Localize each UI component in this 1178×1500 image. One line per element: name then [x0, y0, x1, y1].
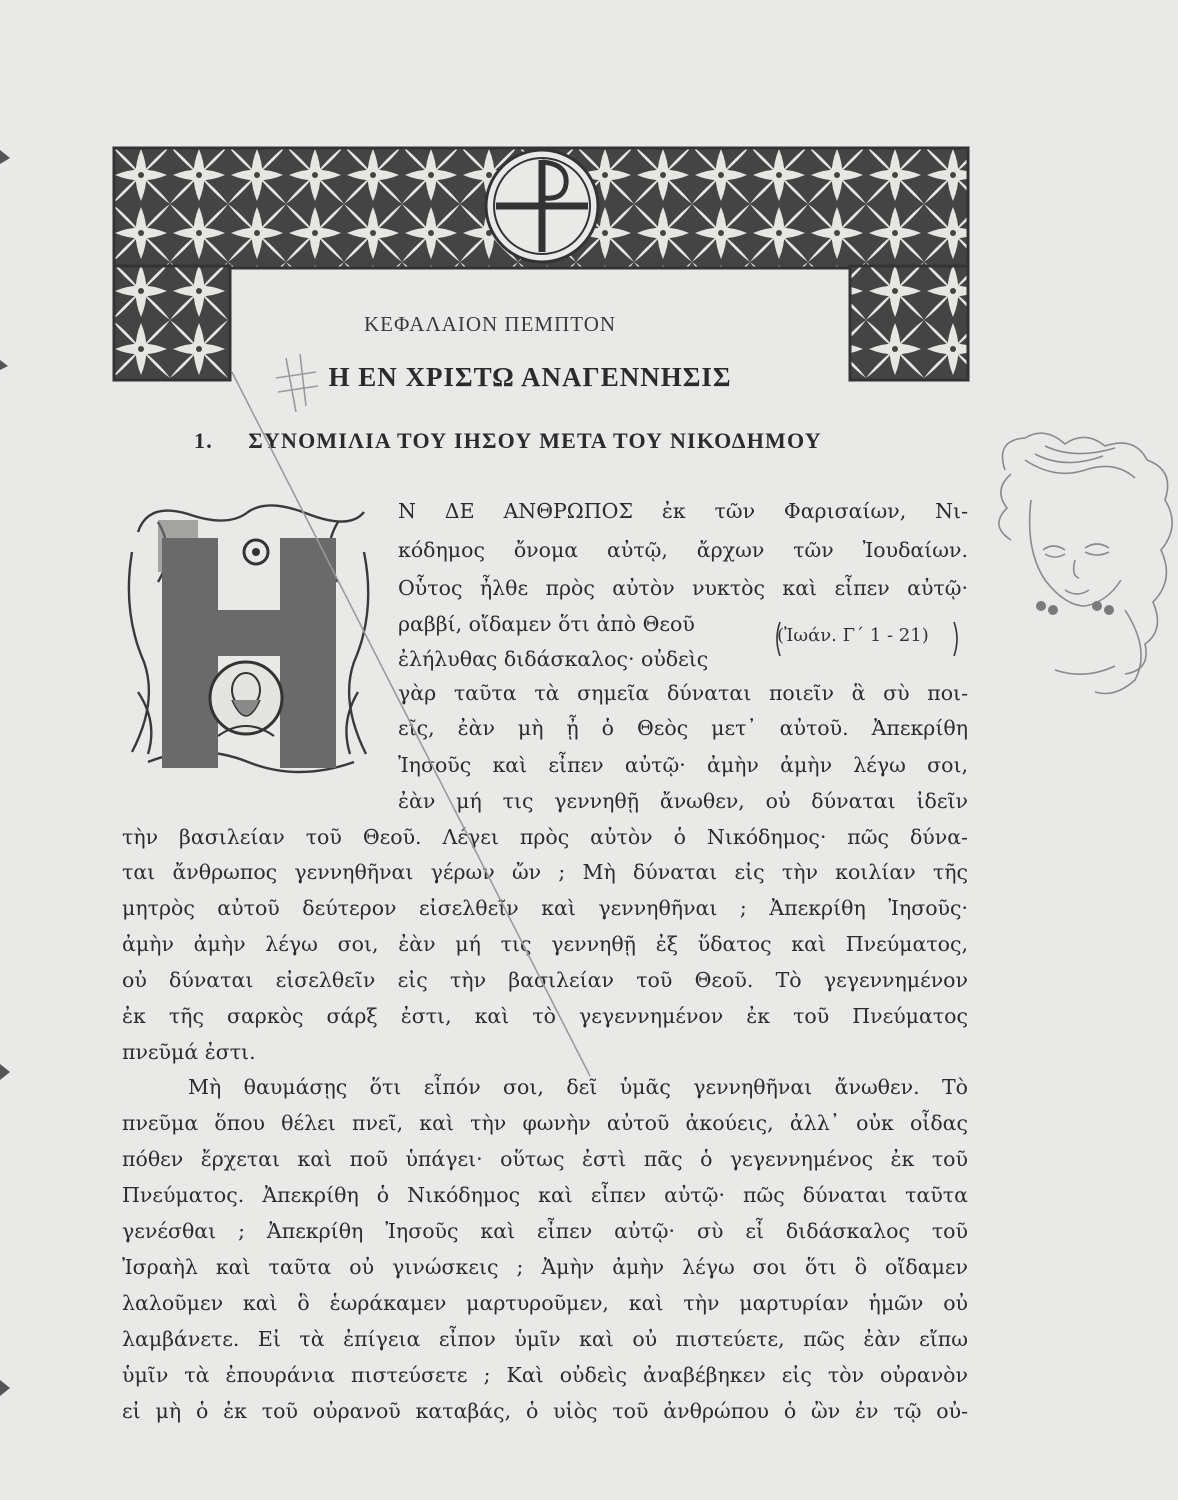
pencil-sketch-face — [985, 430, 1178, 710]
text-line: ἐὰν μή τις γεννηθῇ ἄνωθεν, οὐ δύναται ἰδεῖν — [398, 789, 968, 813]
text-line: Ἰησοῦς καὶ εἶπεν αὐτῷ· ἀμὴν ἀμὴν λέγω σοι, — [398, 753, 968, 777]
text-line: Πνεύματος. Ἀπεκρίθη ὁ Νικόδημος καὶ εἶπεν αὐτῷ· πῶς δύναται ταῦτα — [122, 1183, 968, 1207]
text-line: Ἰσραὴλ καὶ ταῦτα οὐ γινώσκεις ; Ἀμὴν ἀμὴν λέγω σοι ὅτι ὃ οἴδαμεν — [122, 1255, 968, 1279]
section-title-text: ΣΥΝΟΜΙΛΙΑ ΤΟΥ ΙΗΣΟΥ ΜΕΤΑ ΤΟΥ ΝΙΚΟΔΗΜΟΥ — [248, 428, 822, 453]
text-line: λαμβάνετε. Εἰ τὰ ἐπίγεια εἶπον ὑμῖν καὶ οὐ πιστεύετε, πῶς ἐὰν εἴπω — [122, 1327, 968, 1351]
text-line: οὐ δύναται εἰσελθεῖν εἰς τὴν βασιλείαν τοῦ Θεοῦ. Τὸ γεγεννημένον — [122, 968, 968, 992]
text-line: μητρὸς αὐτοῦ δεύτερον εἰσελθεῖν καὶ γεννηθῆναι ; Ἀπεκρίθη Ἰησοῦς· — [122, 896, 968, 920]
text-line: γενέσθαι ; Ἀπεκρίθη Ἰησοῦς καὶ εἶπεν αὐτῷ· σὺ εἶ διδάσκαλος τοῦ — [122, 1219, 968, 1243]
text-line: εῖς, ἐὰν μὴ ᾖ ὁ Θεὸς μετ᾽ αὐτοῦ. Ἀπεκρίθη — [398, 716, 968, 740]
text-line: πόθεν ἔρχεται καὶ ποῦ ὑπάγει· οὕτως ἐστὶ πᾶς ὁ γεγεννημένος ἐκ τοῦ — [122, 1147, 968, 1171]
section-heading — [194, 428, 914, 454]
text-line: ἐλήλυθας διδάσκαλος· οὐδεὶς — [398, 647, 709, 671]
ornamental-header-frame — [112, 146, 970, 382]
text-line: ὑμῖν τὰ ἐπουράνια πιστεύσετε ; Καὶ οὐδεὶς ἀναβέβηκεν εἰς τὸν οὐρανὸν — [122, 1363, 968, 1387]
binding-edge-marks — [0, 0, 20, 1500]
section-number: 1. — [194, 428, 213, 453]
chapter-title: Η ΕΝ ΧΡΙΣΤΩ ΑΝΑΓΕΝΝΗΣΙΣ — [328, 362, 732, 392]
text-line: γὰρ ταῦτα τὰ σημεῖα δύναται ποιεῖν ἃ σὺ ποι- — [398, 681, 968, 705]
text-line: τὴν βασιλείαν τοῦ Θεοῦ. Λέγει πρὸς αὐτὸν ὁ Νικόδημος· πῶς δύνα- — [122, 825, 968, 849]
text-line: λαλοῦμεν καὶ ὃ ἑωράκαμεν μαρτυροῦμεν, καὶ τὴν μαρτυρίαν ἡμῶν οὐ — [122, 1291, 968, 1315]
text-line: εἰ μὴ ὁ ἐκ τοῦ οὐρανοῦ καταβάς, ὁ υἱὸς τοῦ ἀνθρώπου ὁ ὢν ἐν τῷ οὐ- — [122, 1399, 968, 1423]
text-line: πνεῦμα ὅπου θέλει πνεῖ, καὶ τὴν φωνὴν αὐτοῦ ἀκούεις, ἀλλ᾽ οὐκ οἶδας — [122, 1111, 968, 1135]
text-line: Οὗτος ἦλθε πρὸς αὐτὸν νυκτὸς καὶ εἶπεν αὐτῷ· — [398, 576, 968, 600]
text-line: Μὴ θαυμάσῃς ὅτι εἶπόν σοι, δεῖ ὑμᾶς γεννηθῆναι ἄνωθεν. Τὸ — [188, 1075, 968, 1099]
chapter-label: ΚΕΦΑΛΑΙΟΝ ΠΕΜΠΤΟΝ — [363, 312, 617, 336]
text-line: ἀμὴν ἀμὴν λέγω σοι, ἐὰν μή τις γεννηθῇ ἐξ ὕδατος καὶ Πνεύματος, — [122, 932, 968, 956]
text-line: ραββί, οἴδαμεν ὅτι ἀπὸ Θεοῦ — [398, 612, 695, 636]
text-line: πνεῦμά ἐστι. — [122, 1040, 256, 1064]
scripture-reference: (Ἰωάν. Γ΄ 1 - 21) — [777, 625, 929, 646]
text-line: κόδημος ὄνομα αὐτῷ, ἄρχων τῶν Ἰουδαίων. — [398, 538, 968, 562]
text-line: ται ἄνθρωπος γεννηθῆναι γέρων ὤν ; Μὴ δύναται εἰς τὴν κοιλίαν τῆς — [122, 860, 968, 884]
text-line: ἐκ τῆς σαρκὸς σάρξ ἐστι, καὶ τὸ γεγεννημένον ἐκ τοῦ Πνεύματος — [122, 1004, 968, 1028]
text-line: Ν ΔΕ ΑΝΘΡΩΠΟΣ ἐκ τῶν Φαρισαίων, Νι- — [398, 499, 968, 523]
illuminated-dropcap — [118, 492, 380, 784]
